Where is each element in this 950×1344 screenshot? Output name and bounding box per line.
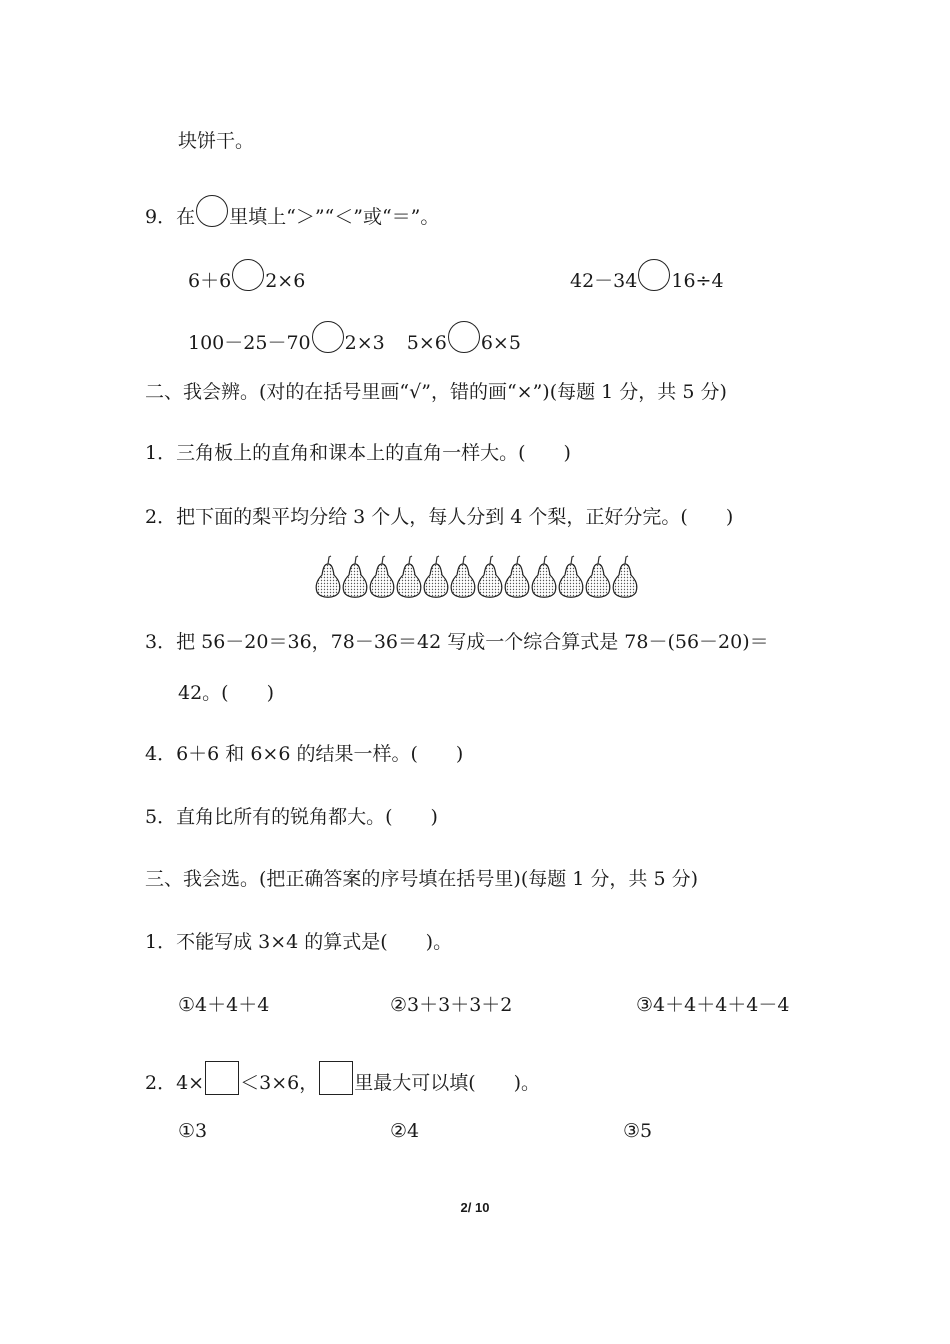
pear-icon: [613, 556, 637, 597]
sec2-question-1: 1．三角板上的直角和课本上的直角一样大。( ): [145, 442, 571, 464]
compare-right: 2×3: [344, 332, 385, 354]
pear-icon: [343, 556, 367, 597]
q2-option-2[interactable]: ②4: [390, 1120, 420, 1142]
question-9: [145, 195, 439, 230]
answer-circle[interactable]: [312, 321, 344, 353]
answer-circle[interactable]: [448, 321, 480, 353]
q2-option-1[interactable]: ①3: [178, 1120, 208, 1142]
pear-icon: [586, 556, 610, 597]
compare-left: 5×6: [406, 332, 447, 354]
pear-icon: [424, 556, 448, 597]
pear-icon: [532, 556, 556, 597]
answer-circle[interactable]: [196, 195, 228, 227]
q2-pre: 4×: [176, 1072, 205, 1094]
section-3-title: 三、我会选。(把正确答案的序号填在括号里)(每题 1 分，共 5 分): [145, 868, 698, 890]
pear-icon: [478, 556, 502, 597]
compare-left: 6＋6: [188, 270, 232, 292]
section-2-title: 二、我会辨。(对的在括号里画“√”，错的画“×”)(每题 1 分，共 5 分): [145, 381, 727, 403]
sec2-question-3-line2: 42。( ): [178, 682, 275, 704]
page-number: 2/ 10: [460, 1200, 490, 1215]
q1-option-1[interactable]: ①4＋4＋4: [178, 994, 270, 1016]
compare-left: 100－25－70: [188, 332, 311, 354]
compare-right: 16÷4: [671, 270, 724, 292]
q1-option-2[interactable]: ②3＋3＋3＋2: [390, 994, 513, 1016]
q1-option-3[interactable]: ③4＋4＋4＋4－4: [636, 994, 790, 1016]
compare-right: 2×6: [265, 270, 306, 292]
sec2-question-2: 2．把下面的梨平均分给 3 个人，每人分到 4 个梨，正好分完。( ): [145, 506, 734, 528]
q9-post: 里填上“＞”“＜”或“＝”。: [229, 206, 440, 228]
answer-box[interactable]: [319, 1061, 353, 1095]
sec2-question-3-line1: 3．把 56－20＝36，78－36＝42 写成一个综合算式是 78－(56－20)＝: [145, 631, 769, 653]
compare-item-3: [188, 321, 521, 356]
pear-icon: [370, 556, 394, 597]
q2-option-3[interactable]: ③5: [623, 1120, 653, 1142]
carry-over-text: 块饼干。: [178, 130, 255, 152]
compare-item-2: [570, 259, 724, 294]
pear-icon: [559, 556, 583, 597]
sec2-question-4: 4．6＋6 和 6×6 的结果一样。( ): [145, 743, 464, 765]
sec3-question-2: [145, 1061, 540, 1096]
answer-box[interactable]: [205, 1061, 239, 1095]
q9-pre: 在: [176, 206, 196, 228]
answer-circle[interactable]: [232, 259, 264, 291]
compare-item-1: [188, 259, 305, 294]
sec2-question-5: 5．直角比所有的锐角都大。( ): [145, 806, 438, 828]
pear-icon: [397, 556, 421, 597]
sec3-question-1: 1．不能写成 3×4 的算式是( )。: [145, 931, 453, 953]
answer-circle[interactable]: [638, 259, 670, 291]
pear-icon: [451, 556, 475, 597]
q2-number: 2．: [145, 1072, 177, 1094]
compare-right: 6×5: [480, 332, 521, 354]
q2-mid: ＜3×6，: [240, 1072, 319, 1094]
q9-number: 9．: [145, 206, 177, 228]
q2-post: 里最大可以填( )。: [354, 1072, 541, 1094]
pears-illustration: [312, 555, 642, 603]
compare-left: 42－34: [570, 270, 638, 292]
pear-icon: [316, 556, 340, 597]
pear-icon: [505, 556, 529, 597]
